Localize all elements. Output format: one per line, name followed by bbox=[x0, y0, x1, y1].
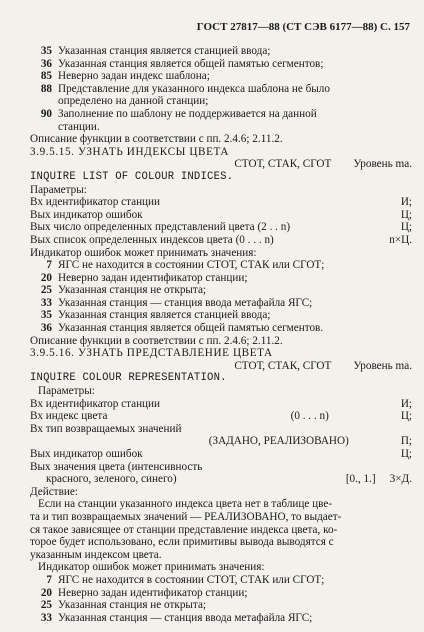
error-item: 25 Указанная станция не открыта; bbox=[40, 599, 207, 612]
error-item-cont: станции. bbox=[58, 120, 100, 133]
param-row: Вых число определенных представлений цвета (2 . . n) Ц; bbox=[30, 221, 412, 234]
error-item: 90 Заполнение по шаблону не поддерживается на данной bbox=[40, 107, 317, 120]
error-item: 35 Указанная станция является станцией ввода; bbox=[40, 45, 271, 57]
error-item-cont: определено на данной станции; bbox=[58, 95, 209, 108]
page-header: ГОСТ 27817—88 (СТ СЭВ 6177—88) С. 157 bbox=[196, 21, 410, 33]
error-item: 7 ЯГС не находится в состоянии СТОТ, СТАК или СГОТ; bbox=[46, 259, 325, 272]
error-item: 20 Неверно задан идентификатор станции; bbox=[40, 271, 248, 284]
errors-label: Индикатор ошибок может принимать значения: bbox=[38, 561, 265, 574]
param-row: Вх идентификатор станции И; bbox=[30, 196, 412, 209]
param-row: Вх тип возвращаемых значений bbox=[30, 422, 182, 435]
page-content bbox=[30, 45, 412, 624]
section-states-row bbox=[30, 360, 412, 373]
params-label: Параметры: bbox=[30, 183, 87, 196]
section-english-name: INQUIRE LIST OF COLOUR INDICES. bbox=[30, 170, 234, 183]
error-list bbox=[30, 259, 412, 335]
error-item: 88 Представление для указанного индекса шаблона не было bbox=[40, 82, 330, 95]
error-item: 36 Указанная станция является общей памятью сегментов; bbox=[40, 57, 324, 70]
section-level: Уровень ma. bbox=[353, 158, 412, 171]
param-row-cont: (ЗАДАНО, РЕАЛИЗОВАНО) П; bbox=[208, 435, 412, 448]
section-level: Уровень ma. bbox=[353, 359, 412, 372]
error-item: 33 Указанная станция — станция ввода метафайла ЯГС; bbox=[40, 296, 313, 309]
param-row: Вых список определенных индексов цвета (0 . . . n) n×Ц. bbox=[30, 233, 412, 246]
param-row: Вых индикатор ошибок Ц; bbox=[30, 448, 412, 460]
param-row: Вых индикатор ошибок Ц; bbox=[30, 208, 412, 221]
error-item: 85 Неверно задан индекс шаблона; bbox=[40, 70, 210, 83]
function-description: Описание функции в соответствии с пп. 2.4.6; 2.11.2. bbox=[30, 334, 283, 347]
error-item: 36 Указанная станция является общей памятью сегментов. bbox=[40, 322, 324, 335]
section-states-row bbox=[30, 158, 412, 171]
action-label: Действие: bbox=[30, 485, 78, 498]
error-item: 35 Указанная станция является станцией ввода; bbox=[40, 309, 271, 322]
section-title: 3.9.5.15. УЗНАТЬ ИНДЕКСЫ ЦВЕТА bbox=[30, 145, 230, 158]
param-row: Вх индекс цвета (0 . . . n) Ц; bbox=[30, 410, 412, 423]
error-list bbox=[30, 574, 412, 624]
section-title: 3.9.5.16. УЗНАТЬ ПРЕДСТАВЛЕНИЕ ЦВЕТА bbox=[30, 347, 273, 360]
action-paragraph: Если на станции указанного индекса цвета нет в таблице цве- та и тип возвращаемых значений — РЕАЛИЗОВАНО, то выдает- ся такое зависящее от станции представление индекса цвета, ко- торое будет использовано, если примитивы вывода выводятся с указанным индексом цвета. bbox=[30, 498, 342, 561]
param-row: Вх идентификатор станции И; bbox=[30, 397, 412, 410]
error-item: 25 Указанная станция не открыта; bbox=[40, 284, 207, 297]
errors-label: Индикатор ошибок может принимать значения: bbox=[30, 246, 257, 259]
error-item: 20 Неверно задан идентификатор станции; bbox=[40, 586, 248, 599]
section-states: СТОТ, СТАК, СГОТ bbox=[234, 359, 332, 372]
param-row-cont: красного, зеленого, синего) [0., 1.] 3×Д. bbox=[46, 473, 412, 486]
error-item: 7 ЯГС не находится в состоянии СТОТ, СТАК или СГОТ; bbox=[46, 573, 325, 586]
section-states: СТОТ, СТАК, СГОТ bbox=[234, 158, 332, 171]
error-list-top bbox=[30, 45, 412, 133]
param-row: Вых значения цвета (интенсивность bbox=[30, 460, 203, 473]
error-item: 33 Указанная станция — станция ввода метафайла ЯГС; bbox=[40, 611, 313, 624]
section-english-name: INQUIRE COLOUR REPRESENTATION. bbox=[30, 372, 227, 385]
params-label: Параметры: bbox=[38, 385, 95, 398]
function-description: Описание функции в соответствии с пп. 2.4.6; 2.11.2. bbox=[30, 133, 283, 146]
